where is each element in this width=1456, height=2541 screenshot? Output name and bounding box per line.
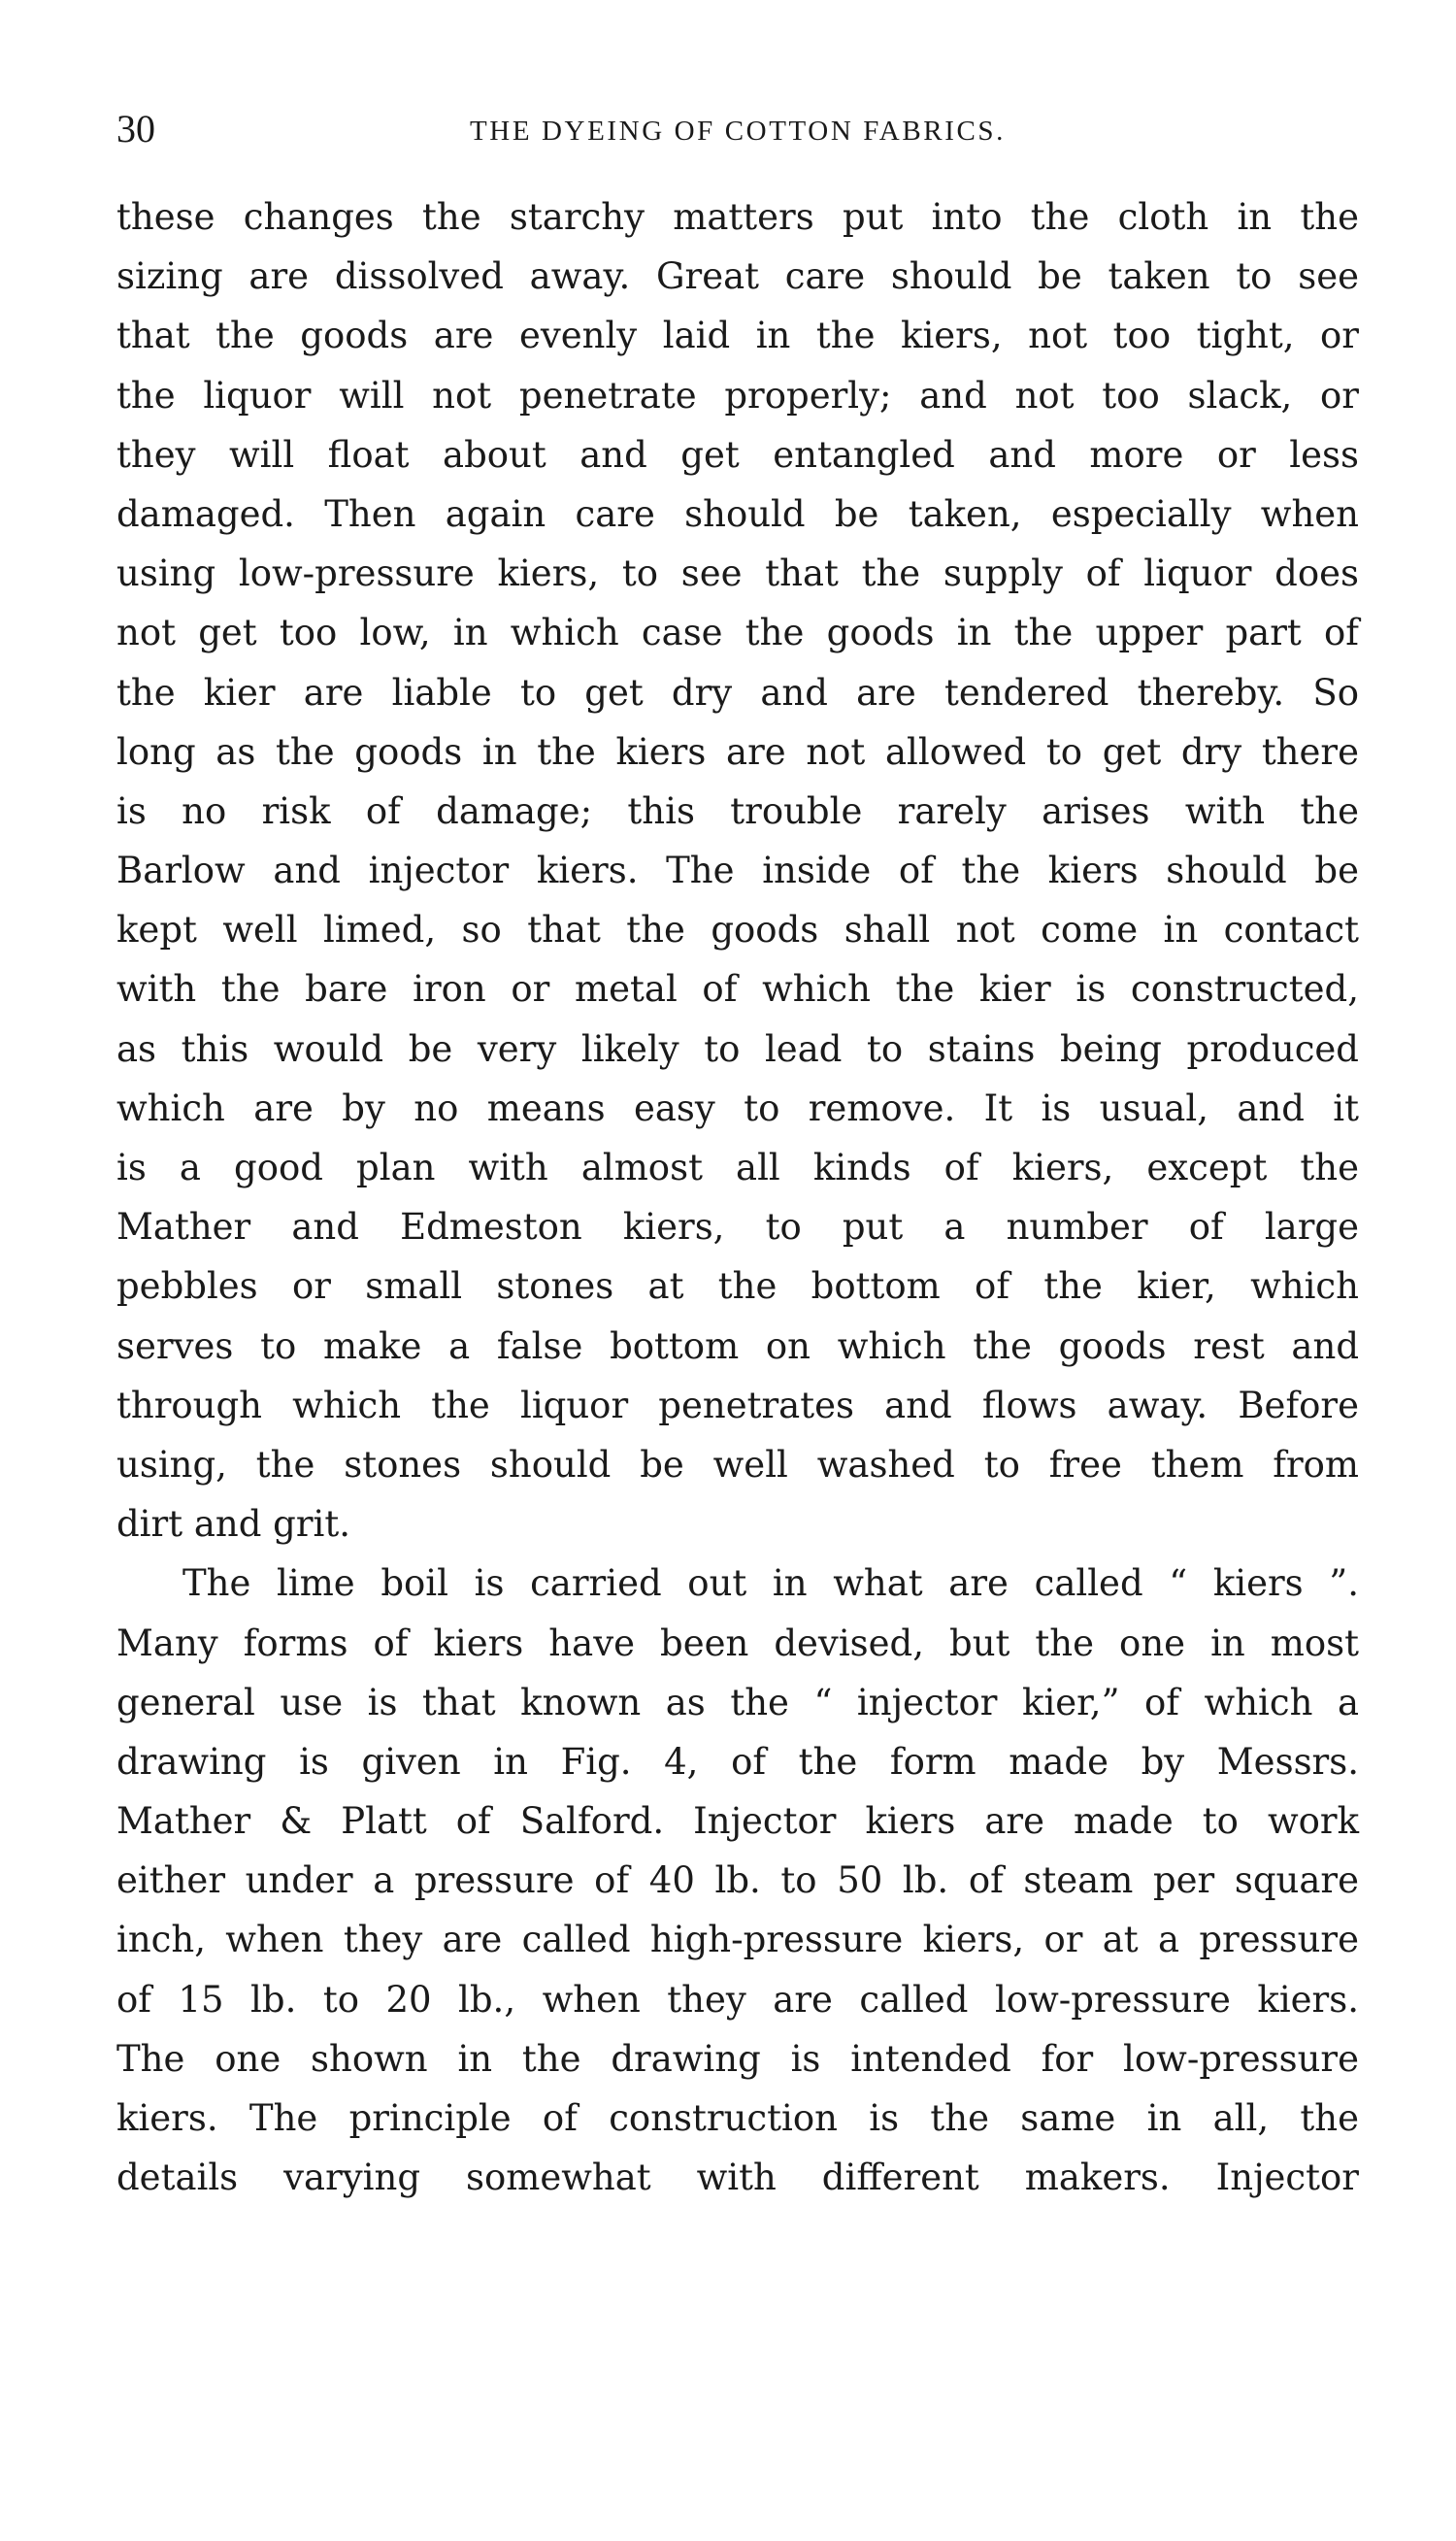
text-line: with the bare iron or metal of which the kier is constructed, [116, 968, 1359, 1011]
text-line: the kier are liable to get dry and are tendered thereby. So [116, 671, 1359, 714]
text-line: drawing is given in Fig. 4, of the form made by Messrs. [116, 1740, 1359, 1783]
paragraph-kier-care [116, 187, 1359, 1554]
text-line: sizing are dissolved away. Great care should be taken to see [116, 255, 1359, 298]
text-line: Many forms of kiers have been devised, but the one in most [116, 1622, 1359, 1664]
text-line: not get too low, in which case the goods in the upper part of [116, 612, 1359, 654]
text-line: of 15 lb. to 20 lb., when they are called low-pressure kiers. [116, 1978, 1359, 2021]
text-line: general use is that known as the “ injector kier,” of which a [116, 1681, 1359, 1723]
text-line: using low-pressure kiers, to see that the supply of liquor does [116, 552, 1359, 595]
page-number: 30 [116, 107, 155, 150]
text-line: they will float about and get entangled and more or less [116, 433, 1359, 476]
text-line: is a good plan with almost all kinds of kiers, except the [116, 1147, 1359, 1188]
text-line: long as the goods in the kiers are not allowed to get dry there [116, 730, 1359, 773]
text-line: using, the stones should be well washed to free them from [116, 1443, 1359, 1486]
text-line: kept well limed, so that the goods shall not come in contact [116, 909, 1359, 952]
text-line: The one shown in the drawing is intended for low-pressure [116, 2037, 1359, 2080]
text-line: these changes the starchy matters put into the cloth in the [116, 196, 1359, 238]
text-line: either under a pressure of 40 lb. to 50 lb. of steam per square [116, 1859, 1359, 1902]
text-line: kiers. The principle of construction is the same in all, the [116, 2097, 1359, 2139]
text-line: Mather & Platt of Salford. Injector kiers are made to work [116, 1800, 1359, 1843]
body-text [116, 187, 1359, 2207]
text-line: dirt and grit. [116, 1503, 351, 1546]
text-line: The lime boil is carried out in what are called “ kiers ”. [182, 1562, 1359, 1605]
text-line: the liquor will not penetrate properly; and not too slack, or [116, 374, 1359, 417]
text-line: is no risk of damage; this trouble rarely arises with the [116, 789, 1359, 832]
text-line: Mather and Edmeston kiers, to put a number of large [116, 1206, 1359, 1249]
paragraph-injector-kier [116, 1554, 1359, 2207]
text-line: through which the liquor penetrates and flows away. Before [116, 1384, 1359, 1426]
text-line: damaged. Then again care should be taken, especially when [116, 492, 1359, 535]
text-line: as this would be very likely to lead to stains being produced [116, 1027, 1359, 1070]
text-line: details varying somewhat with different makers. Injector [116, 2157, 1359, 2199]
text-line: which are by no means easy to remove. It is usual, and it [116, 1087, 1359, 1129]
text-line: inch, when they are called high-pressure kiers, or at a pressure [116, 1919, 1359, 1961]
running-title: THE DYEING OF COTTON FABRICS. [469, 116, 1007, 147]
text-line: serves to make a false bottom on which the goods rest and [116, 1324, 1359, 1367]
running-head [116, 105, 1359, 153]
text-line: Barlow and injector kiers. The inside of the kiers should be [116, 850, 1359, 892]
text-line: pebbles or small stones at the bottom of the kier, which [116, 1265, 1359, 1308]
text-line: that the goods are evenly laid in the kiers, not too tight, or [116, 315, 1359, 357]
